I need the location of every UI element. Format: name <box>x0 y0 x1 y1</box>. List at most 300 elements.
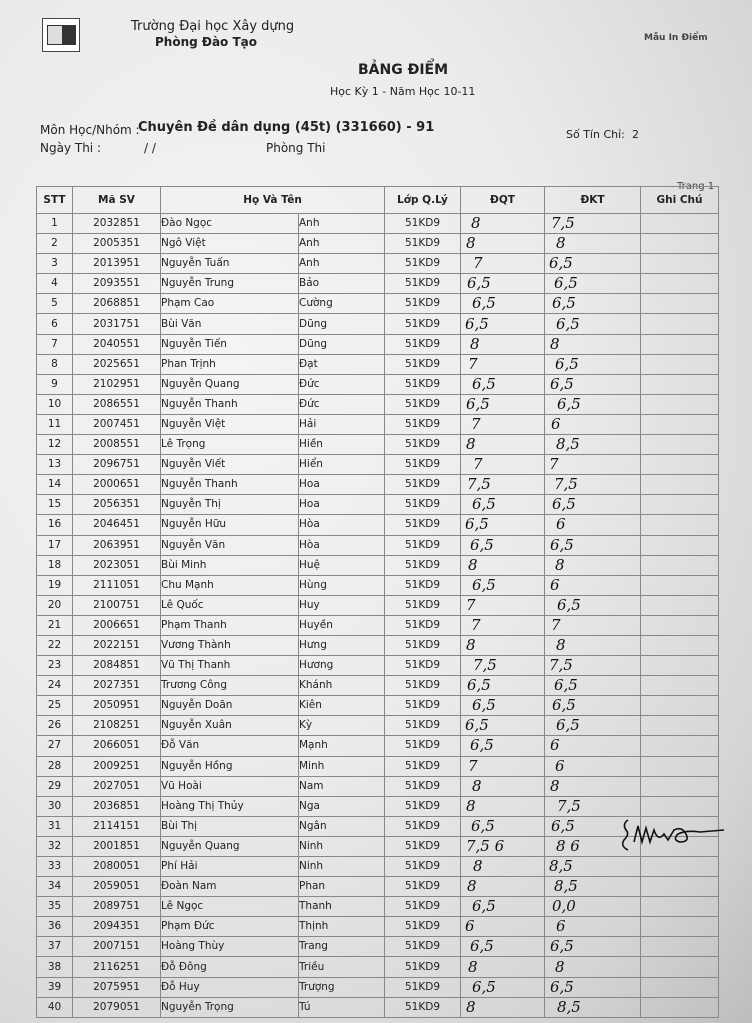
cell-dqt-grade: 7 <box>461 254 545 274</box>
cell-notes <box>641 997 719 1017</box>
cell-given-name: Minh <box>299 756 385 776</box>
table-row <box>37 997 719 1017</box>
cell-stt: 32 <box>37 836 73 856</box>
cell-notes <box>641 555 719 575</box>
cell-stt: 17 <box>37 535 73 555</box>
cell-dkt-grade: 8 <box>545 776 641 796</box>
cell-given-name: Ninh <box>299 836 385 856</box>
cell-given-name: Hoa <box>299 495 385 515</box>
cell-notes <box>641 495 719 515</box>
cell-dqt-grade: 8 <box>461 555 545 575</box>
cell-given-name: Huệ <box>299 555 385 575</box>
table-row <box>37 274 719 294</box>
cell-class: 51KD9 <box>385 776 461 796</box>
cell-class: 51KD9 <box>385 254 461 274</box>
cell-dqt-grade: 6,5 <box>461 676 545 696</box>
cell-given-name: Hoa <box>299 475 385 495</box>
cell-dqt-grade: 6,5 <box>461 515 545 535</box>
cell-given-name: Hưng <box>299 635 385 655</box>
cell-notes <box>641 977 719 997</box>
table-row <box>37 435 719 455</box>
cell-class: 51KD9 <box>385 495 461 515</box>
table-row <box>37 515 719 535</box>
table-row <box>37 575 719 595</box>
cell-dqt-grade: 7 <box>461 354 545 374</box>
table-row <box>37 555 719 575</box>
cell-stt: 7 <box>37 334 73 354</box>
cell-family-name: Nguyễn Xuân <box>161 716 299 736</box>
cell-dkt-grade: 6,5 <box>545 716 641 736</box>
cell-student-id: 2001851 <box>73 836 161 856</box>
cell-notes <box>641 334 719 354</box>
cell-given-name: Anh <box>299 234 385 254</box>
cell-notes <box>641 776 719 796</box>
cell-class: 51KD9 <box>385 314 461 334</box>
subject-label: Môn Học/Nhóm : <box>40 123 140 137</box>
cell-family-name: Nguyễn Trọng <box>161 997 299 1017</box>
cell-family-name: Nguyễn Doãn <box>161 696 299 716</box>
cell-class: 51KD9 <box>385 997 461 1017</box>
cell-stt: 9 <box>37 374 73 394</box>
cell-class: 51KD9 <box>385 836 461 856</box>
cell-stt: 40 <box>37 997 73 1017</box>
table-row <box>37 635 719 655</box>
cell-family-name: Phạm Đức <box>161 917 299 937</box>
cell-class: 51KD9 <box>385 917 461 937</box>
cell-class: 51KD9 <box>385 716 461 736</box>
cell-family-name: Vũ Thị Thanh <box>161 656 299 676</box>
cell-dqt-grade: 6,5 <box>461 977 545 997</box>
handwritten-signature <box>620 812 730 860</box>
cell-dqt-grade: 8 <box>461 796 545 816</box>
cell-class: 51KD9 <box>385 857 461 877</box>
cell-student-id: 2050951 <box>73 696 161 716</box>
cell-stt: 1 <box>37 214 73 234</box>
cell-notes <box>641 957 719 977</box>
cell-class: 51KD9 <box>385 957 461 977</box>
office-name: Phòng Đào Tạo <box>155 35 257 49</box>
cell-given-name: Phan <box>299 877 385 897</box>
cell-stt: 27 <box>37 736 73 756</box>
cell-stt: 4 <box>37 274 73 294</box>
cell-given-name: Hương <box>299 656 385 676</box>
cell-notes <box>641 254 719 274</box>
cell-student-id: 2005351 <box>73 234 161 254</box>
cell-dkt-grade: 8,5 <box>545 857 641 877</box>
cell-dkt-grade: 0,0 <box>545 897 641 917</box>
cell-stt: 26 <box>37 716 73 736</box>
cell-notes <box>641 676 719 696</box>
cell-family-name: Bùi Văn <box>161 314 299 334</box>
cell-student-id: 2084851 <box>73 656 161 676</box>
cell-notes <box>641 635 719 655</box>
university-name: Trường Đại học Xây dựng <box>131 19 295 34</box>
cell-dkt-grade: 8 <box>545 957 641 977</box>
cell-class: 51KD9 <box>385 234 461 254</box>
cell-dqt-grade: 6,5 <box>461 495 545 515</box>
cell-family-name: Lê Quốc <box>161 595 299 615</box>
cell-class: 51KD9 <box>385 475 461 495</box>
cell-dqt-grade: 8 <box>461 435 545 455</box>
cell-stt: 16 <box>37 515 73 535</box>
table-row <box>37 214 719 234</box>
table-row <box>37 595 719 615</box>
university-logo <box>42 18 80 52</box>
cell-given-name: Anh <box>299 214 385 234</box>
cell-notes <box>641 897 719 917</box>
table-row <box>37 394 719 414</box>
cell-class: 51KD9 <box>385 354 461 374</box>
cell-dqt-grade: 8 <box>461 334 545 354</box>
cell-given-name: Trượng <box>299 977 385 997</box>
cell-stt: 18 <box>37 555 73 575</box>
exam-date-value: / / <box>144 141 156 155</box>
cell-student-id: 2063951 <box>73 535 161 555</box>
table-row <box>37 615 719 635</box>
cell-student-id: 2009251 <box>73 756 161 776</box>
cell-dqt-grade: 8 <box>461 214 545 234</box>
cell-given-name: Đức <box>299 394 385 414</box>
cell-family-name: Nguyễn Hồng <box>161 756 299 776</box>
cell-class: 51KD9 <box>385 897 461 917</box>
cell-dkt-grade: 6,5 <box>545 696 641 716</box>
cell-class: 51KD9 <box>385 555 461 575</box>
col-header-full-name: Họ Và Tên <box>161 187 385 214</box>
cell-dkt-grade: 8 <box>545 234 641 254</box>
cell-class: 51KD9 <box>385 435 461 455</box>
cell-class: 51KD9 <box>385 455 461 475</box>
cell-family-name: Phạm Cao <box>161 294 299 314</box>
cell-given-name: Trang <box>299 937 385 957</box>
cell-family-name: Hoàng Thùy <box>161 937 299 957</box>
cell-class: 51KD9 <box>385 394 461 414</box>
cell-dqt-grade: 8 <box>461 957 545 977</box>
table-row <box>37 736 719 756</box>
cell-given-name: Huy <box>299 595 385 615</box>
cell-stt: 28 <box>37 756 73 776</box>
table-row <box>37 917 719 937</box>
cell-family-name: Nguyễn Tiến <box>161 334 299 354</box>
cell-class: 51KD9 <box>385 816 461 836</box>
cell-dqt-grade: 8 <box>461 234 545 254</box>
table-row <box>37 836 719 856</box>
cell-family-name: Nguyễn Quang <box>161 836 299 856</box>
cell-dkt-grade: 8,5 <box>545 997 641 1017</box>
cell-class: 51KD9 <box>385 595 461 615</box>
cell-student-id: 2046451 <box>73 515 161 535</box>
cell-student-id: 2008551 <box>73 435 161 455</box>
cell-dqt-grade: 8 <box>461 776 545 796</box>
cell-stt: 13 <box>37 455 73 475</box>
cell-notes <box>641 354 719 374</box>
page-number: Trang 1 <box>677 181 715 192</box>
cell-notes <box>641 877 719 897</box>
cell-student-id: 2079051 <box>73 997 161 1017</box>
cell-notes <box>641 716 719 736</box>
table-row <box>37 656 719 676</box>
cell-stt: 39 <box>37 977 73 997</box>
cell-dqt-grade: 6 <box>461 917 545 937</box>
cell-student-id: 2100751 <box>73 595 161 615</box>
cell-notes <box>641 414 719 434</box>
cell-dqt-grade: 6,5 <box>461 314 545 334</box>
cell-given-name: Bảo <box>299 274 385 294</box>
document-title: BẢNG ĐIỂM <box>358 62 449 78</box>
cell-student-id: 2007151 <box>73 937 161 957</box>
cell-given-name: Hải <box>299 414 385 434</box>
credits-value: 2 <box>632 128 639 141</box>
table-row <box>37 414 719 434</box>
cell-family-name: Đỗ Văn <box>161 736 299 756</box>
cell-student-id: 2094351 <box>73 917 161 937</box>
table-row <box>37 495 719 515</box>
cell-student-id: 2000651 <box>73 475 161 495</box>
cell-family-name: Nguyễn Trung <box>161 274 299 294</box>
cell-stt: 5 <box>37 294 73 314</box>
exam-date-label: Ngày Thi : <box>40 141 101 155</box>
cell-dkt-grade: 6 <box>545 414 641 434</box>
cell-dqt-grade: 7 <box>461 455 545 475</box>
col-header-student-id: Mã SV <box>73 187 161 214</box>
term-label: Học Kỳ 1 - Năm Học 10-11 <box>330 85 476 98</box>
cell-class: 51KD9 <box>385 294 461 314</box>
cell-dqt-grade: 6,5 <box>461 274 545 294</box>
table-row <box>37 676 719 696</box>
table-row <box>37 716 719 736</box>
cell-family-name: Nguyễn Văn <box>161 535 299 555</box>
cell-stt: 15 <box>37 495 73 515</box>
cell-dkt-grade: 8 <box>545 635 641 655</box>
cell-dkt-grade: 6,5 <box>545 314 641 334</box>
cell-notes <box>641 736 719 756</box>
cell-stt: 20 <box>37 595 73 615</box>
cell-given-name: Thịnh <box>299 917 385 937</box>
cell-dqt-grade: 6,5 <box>461 716 545 736</box>
cell-notes <box>641 294 719 314</box>
col-header-stt: STT <box>37 187 73 214</box>
table-row <box>37 977 719 997</box>
cell-given-name: Huyền <box>299 615 385 635</box>
cell-dqt-grade: 7,5 6 <box>461 836 545 856</box>
cell-student-id: 2068851 <box>73 294 161 314</box>
cell-dkt-grade: 7 <box>545 455 641 475</box>
table-row <box>37 816 719 836</box>
cell-stt: 12 <box>37 435 73 455</box>
table-row <box>37 796 719 816</box>
cell-given-name: Hiển <box>299 455 385 475</box>
cell-student-id: 2056351 <box>73 495 161 515</box>
cell-family-name: Hoàng Thị Thủy <box>161 796 299 816</box>
col-header-dqt: ĐQT <box>461 187 545 214</box>
cell-class: 51KD9 <box>385 937 461 957</box>
cell-dqt-grade: 6,5 <box>461 736 545 756</box>
cell-stt: 29 <box>37 776 73 796</box>
cell-stt: 3 <box>37 254 73 274</box>
cell-family-name: Trương Công <box>161 676 299 696</box>
cell-stt: 25 <box>37 696 73 716</box>
table-row <box>37 535 719 555</box>
cell-dkt-grade: 6,5 <box>545 535 641 555</box>
table-row <box>37 254 719 274</box>
cell-family-name: Nguyễn Hữu <box>161 515 299 535</box>
table-row <box>37 234 719 254</box>
cell-family-name: Vương Thành <box>161 635 299 655</box>
table-row <box>37 957 719 977</box>
cell-given-name: Đạt <box>299 354 385 374</box>
cell-family-name: Vũ Hoài <box>161 776 299 796</box>
cell-dqt-grade: 6,5 <box>461 816 545 836</box>
cell-class: 51KD9 <box>385 796 461 816</box>
cell-dkt-grade: 6,5 <box>545 354 641 374</box>
cell-given-name: Dũng <box>299 314 385 334</box>
cell-family-name: Nguyễn Thanh <box>161 394 299 414</box>
cell-dqt-grade: 8 <box>461 857 545 877</box>
cell-given-name: Nga <box>299 796 385 816</box>
cell-class: 51KD9 <box>385 977 461 997</box>
credits-label: Số Tín Chỉ: <box>566 128 625 141</box>
cell-stt: 19 <box>37 575 73 595</box>
cell-family-name: Đỗ Huy <box>161 977 299 997</box>
cell-notes <box>641 615 719 635</box>
cell-student-id: 2036851 <box>73 796 161 816</box>
table-row <box>37 696 719 716</box>
cell-dkt-grade: 6,5 <box>545 495 641 515</box>
cell-class: 51KD9 <box>385 635 461 655</box>
cell-given-name: Mạnh <box>299 736 385 756</box>
cell-family-name: Đoàn Nam <box>161 877 299 897</box>
cell-student-id: 2013951 <box>73 254 161 274</box>
cell-stt: 35 <box>37 897 73 917</box>
cell-dqt-grade: 6,5 <box>461 696 545 716</box>
cell-notes <box>641 394 719 414</box>
cell-class: 51KD9 <box>385 535 461 555</box>
cell-dkt-grade: 6 <box>545 917 641 937</box>
table-row <box>37 857 719 877</box>
cell-student-id: 2093551 <box>73 274 161 294</box>
form-reference: Mẫu In Điểm <box>644 33 708 43</box>
cell-notes <box>641 314 719 334</box>
cell-student-id: 2025651 <box>73 354 161 374</box>
cell-dkt-grade: 7 <box>545 615 641 635</box>
cell-class: 51KD9 <box>385 696 461 716</box>
table-row <box>37 776 719 796</box>
cell-dkt-grade: 6,5 <box>545 595 641 615</box>
cell-stt: 11 <box>37 414 73 434</box>
cell-class: 51KD9 <box>385 615 461 635</box>
cell-given-name: Kiên <box>299 696 385 716</box>
cell-dkt-grade: 8 <box>545 334 641 354</box>
col-header-dkt: ĐKT <box>545 187 641 214</box>
cell-stt: 22 <box>37 635 73 655</box>
cell-dkt-grade: 6,5 <box>545 374 641 394</box>
cell-dkt-grade: 8 <box>545 555 641 575</box>
cell-dkt-grade: 6,5 <box>545 676 641 696</box>
cell-student-id: 2023051 <box>73 555 161 575</box>
cell-student-id: 2040551 <box>73 334 161 354</box>
cell-notes <box>641 455 719 475</box>
table-header-row <box>37 187 719 214</box>
cell-dqt-grade: 6,5 <box>461 897 545 917</box>
cell-dkt-grade: 8 6 <box>545 836 641 856</box>
table-row <box>37 756 719 776</box>
cell-student-id: 2032851 <box>73 214 161 234</box>
cell-student-id: 2108251 <box>73 716 161 736</box>
table-row <box>37 937 719 957</box>
cell-stt: 30 <box>37 796 73 816</box>
cell-given-name: Đức <box>299 374 385 394</box>
cell-dkt-grade: 6 <box>545 756 641 776</box>
cell-family-name: Lê Ngọc <box>161 897 299 917</box>
cell-stt: 8 <box>37 354 73 374</box>
cell-student-id: 2059051 <box>73 877 161 897</box>
cell-given-name: Tú <box>299 997 385 1017</box>
cell-class: 51KD9 <box>385 756 461 776</box>
cell-student-id: 2006651 <box>73 615 161 635</box>
cell-notes <box>641 515 719 535</box>
cell-stt: 6 <box>37 314 73 334</box>
cell-class: 51KD9 <box>385 575 461 595</box>
cell-notes <box>641 696 719 716</box>
cell-dqt-grade: 8 <box>461 997 545 1017</box>
cell-family-name: Nguyễn Quang <box>161 374 299 394</box>
cell-student-id: 2116251 <box>73 957 161 977</box>
cell-family-name: Nguyễn Thanh <box>161 475 299 495</box>
cell-class: 51KD9 <box>385 656 461 676</box>
cell-student-id: 2075951 <box>73 977 161 997</box>
cell-dkt-grade: 6,5 <box>545 254 641 274</box>
cell-student-id: 2031751 <box>73 314 161 334</box>
subject-value: Chuyên Đề dân dụng (45t) (331660) - 91 <box>138 120 435 135</box>
cell-dqt-grade: 8 <box>461 877 545 897</box>
cell-notes <box>641 234 719 254</box>
cell-stt: 21 <box>37 615 73 635</box>
table-row <box>37 314 719 334</box>
cell-dkt-grade: 7,5 <box>545 475 641 495</box>
cell-stt: 31 <box>37 816 73 836</box>
cell-stt: 14 <box>37 475 73 495</box>
cell-dkt-grade: 6 <box>545 736 641 756</box>
cell-dkt-grade: 6,5 <box>545 394 641 414</box>
cell-notes <box>641 656 719 676</box>
cell-given-name: Ninh <box>299 857 385 877</box>
table-row <box>37 475 719 495</box>
cell-family-name: Bùi Thị <box>161 816 299 836</box>
cell-dkt-grade: 7,5 <box>545 214 641 234</box>
cell-class: 51KD9 <box>385 374 461 394</box>
exam-room-label: Phòng Thi <box>266 141 326 155</box>
cell-dkt-grade: 7,5 <box>545 656 641 676</box>
cell-student-id: 2027351 <box>73 676 161 696</box>
cell-family-name: Nguyễn Thị <box>161 495 299 515</box>
cell-student-id: 2114151 <box>73 816 161 836</box>
cell-given-name: Hòa <box>299 515 385 535</box>
table-row <box>37 294 719 314</box>
cell-notes <box>641 435 719 455</box>
cell-class: 51KD9 <box>385 214 461 234</box>
cell-dkt-grade: 8,5 <box>545 877 641 897</box>
table-row <box>37 354 719 374</box>
cell-stt: 34 <box>37 877 73 897</box>
cell-family-name: Nguyễn Tuấn <box>161 254 299 274</box>
cell-class: 51KD9 <box>385 515 461 535</box>
cell-class: 51KD9 <box>385 676 461 696</box>
cell-dqt-grade: 7,5 <box>461 656 545 676</box>
table-row <box>37 334 719 354</box>
cell-stt: 2 <box>37 234 73 254</box>
cell-given-name: Khánh <box>299 676 385 696</box>
cell-student-id: 2086551 <box>73 394 161 414</box>
cell-class: 51KD9 <box>385 736 461 756</box>
